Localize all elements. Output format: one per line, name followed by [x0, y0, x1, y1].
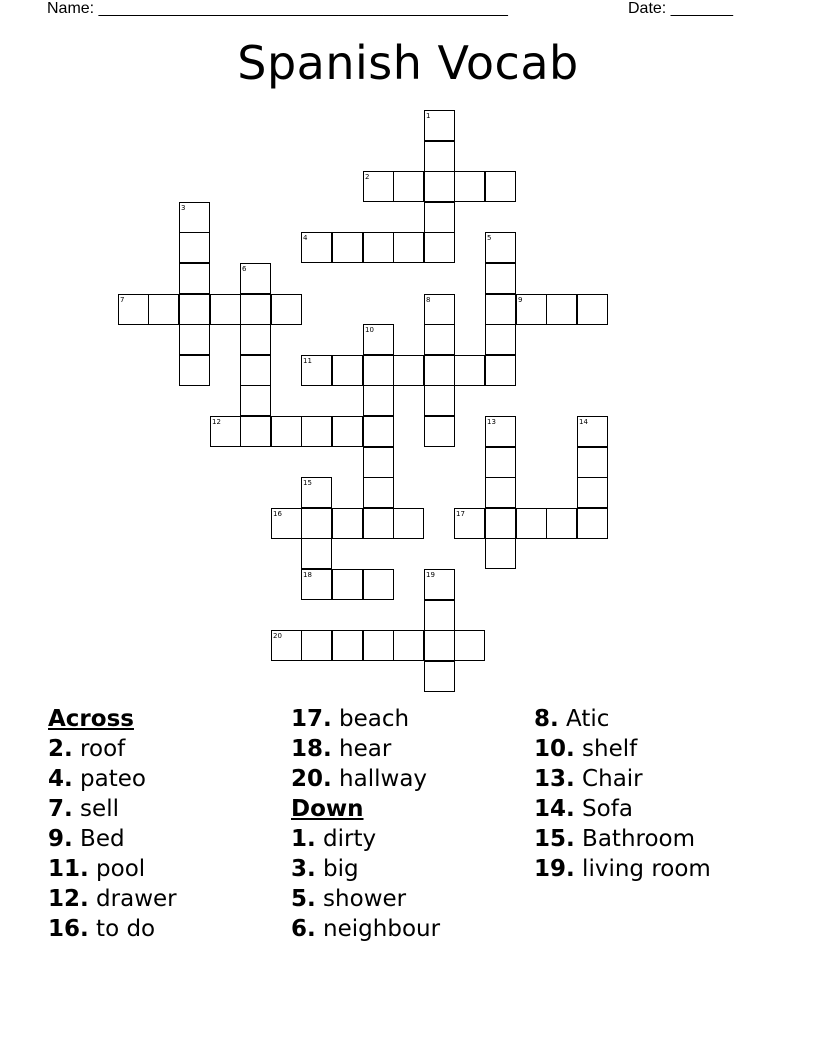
clue-item-text: big	[315, 856, 359, 882]
clue-number: 2	[365, 173, 370, 181]
grid-cell[interactable]	[363, 569, 394, 600]
grid-cell[interactable]	[424, 385, 455, 416]
grid-cell[interactable]	[485, 294, 516, 325]
grid-cell[interactable]	[485, 324, 516, 355]
grid-cell[interactable]	[179, 294, 210, 325]
clue-number: 13	[487, 418, 496, 426]
clue-item	[291, 704, 531, 734]
grid-cell[interactable]	[210, 416, 241, 447]
clue-item	[48, 914, 288, 944]
clue-number: 18	[303, 571, 312, 579]
grid-cell[interactable]	[301, 630, 332, 661]
grid-cell[interactable]	[424, 569, 455, 600]
clue-number: 10	[365, 326, 374, 334]
grid-cell[interactable]	[546, 294, 577, 325]
date-line: Date: _______	[628, 0, 733, 17]
grid-cell[interactable]	[516, 294, 547, 325]
clue-item	[291, 914, 531, 944]
clue-number: 3	[181, 204, 186, 212]
grid-cell[interactable]	[179, 324, 210, 355]
grid-cell[interactable]	[363, 171, 394, 202]
clue-number: 12	[212, 418, 221, 426]
clue-item-text: Sofa	[574, 796, 633, 822]
grid-cell[interactable]	[363, 385, 394, 416]
clue-item	[48, 854, 288, 884]
clue-item	[48, 764, 288, 794]
grid-cell[interactable]	[577, 508, 608, 539]
grid-cell[interactable]	[424, 600, 455, 631]
clue-number: 20	[273, 632, 282, 640]
grid-cell[interactable]	[363, 477, 394, 508]
clue-item-text: shower	[315, 886, 407, 912]
grid-cell[interactable]	[148, 294, 179, 325]
clues-heading: Across	[48, 706, 134, 732]
grid-cell[interactable]	[454, 630, 485, 661]
clue-number: 8	[426, 296, 431, 304]
grid-cell[interactable]	[424, 355, 455, 386]
clue-item-number: 12.	[48, 886, 89, 912]
grid-cell[interactable]	[577, 447, 608, 478]
clue-item-number: 1.	[291, 826, 316, 852]
clue-item-text: Bed	[72, 826, 125, 852]
grid-cell[interactable]	[301, 477, 332, 508]
clue-item-number: 16.	[48, 916, 89, 942]
puzzle-title: Spanish Vocab	[237, 36, 579, 90]
grid-cell[interactable]	[424, 630, 455, 661]
grid-cell[interactable]	[179, 355, 210, 386]
grid-cell[interactable]	[424, 171, 455, 202]
clue-item	[48, 884, 288, 914]
grid-cell[interactable]	[424, 661, 455, 692]
grid-cell[interactable]	[240, 324, 271, 355]
clue-item	[534, 794, 774, 824]
grid-cell[interactable]	[424, 141, 455, 172]
clue-item-number: 5.	[291, 886, 316, 912]
clue-item	[291, 884, 531, 914]
clue-item	[48, 824, 288, 854]
grid-cell[interactable]	[363, 416, 394, 447]
clue-item-text: hallway	[331, 766, 428, 792]
clue-item	[291, 734, 531, 764]
clue-item	[291, 824, 531, 854]
clue-item-number: 4.	[48, 766, 73, 792]
grid-cell[interactable]	[485, 416, 516, 447]
clue-number: 5	[487, 234, 492, 242]
grid-cell[interactable]	[485, 447, 516, 478]
grid-cell[interactable]	[332, 416, 363, 447]
grid-cell[interactable]	[393, 171, 424, 202]
clue-item-text: roof	[72, 736, 126, 762]
name-line: Name: ______________________________________________	[47, 0, 508, 17]
clue-number: 16	[273, 510, 282, 518]
clue-item-number: 20.	[291, 766, 332, 792]
grid-cell[interactable]	[240, 294, 271, 325]
clue-item-number: 15.	[534, 826, 575, 852]
clue-item-number: 19.	[534, 856, 575, 882]
clue-item	[534, 854, 774, 884]
grid-cell[interactable]	[454, 508, 485, 539]
clue-item	[48, 794, 288, 824]
clue-item-number: 2.	[48, 736, 73, 762]
clue-item-number: 7.	[48, 796, 73, 822]
grid-cell[interactable]	[424, 324, 455, 355]
clue-item-number: 10.	[534, 736, 575, 762]
clue-number: 11	[303, 357, 312, 365]
clue-item	[534, 734, 774, 764]
clue-item-text: drawer	[88, 886, 177, 912]
clue-number: 9	[518, 296, 523, 304]
grid-cell[interactable]	[363, 355, 394, 386]
grid-cell[interactable]	[393, 232, 424, 263]
grid-cell[interactable]	[240, 385, 271, 416]
grid-cell[interactable]	[301, 355, 332, 386]
clues-column-3	[534, 704, 774, 884]
grid-cell[interactable]	[424, 232, 455, 263]
clues-heading: Down	[291, 796, 364, 822]
grid-cell[interactable]	[485, 508, 516, 539]
grid-cell[interactable]	[301, 538, 332, 569]
grid-cell[interactable]	[424, 110, 455, 141]
clues-column-1	[48, 704, 288, 944]
grid-cell[interactable]	[271, 416, 302, 447]
grid-cell[interactable]	[485, 171, 516, 202]
clue-item-number: 18.	[291, 736, 332, 762]
clue-item-text: neighbour	[315, 916, 441, 942]
clue-item-text: living room	[574, 856, 711, 882]
grid-cell[interactable]	[485, 538, 516, 569]
clue-number: 14	[579, 418, 588, 426]
clue-item-number: 9.	[48, 826, 73, 852]
clue-item-text: hear	[331, 736, 392, 762]
clue-number: 17	[456, 510, 465, 518]
grid-cell[interactable]	[424, 294, 455, 325]
grid-cell[interactable]	[577, 416, 608, 447]
clue-item-number: 17.	[291, 706, 332, 732]
grid-cell[interactable]	[240, 355, 271, 386]
clue-item-text: Chair	[574, 766, 643, 792]
grid-cell[interactable]	[485, 232, 516, 263]
grid-cell[interactable]	[363, 232, 394, 263]
grid-cell[interactable]	[332, 508, 363, 539]
clue-item-number: 13.	[534, 766, 575, 792]
grid-cell[interactable]	[363, 324, 394, 355]
grid-cell[interactable]	[301, 569, 332, 600]
clue-item-number: 8.	[534, 706, 559, 732]
grid-cell[interactable]	[577, 477, 608, 508]
clue-item-text: beach	[331, 706, 410, 732]
grid-cell[interactable]	[332, 232, 363, 263]
grid-cell[interactable]	[363, 447, 394, 478]
grid-cell[interactable]	[332, 569, 363, 600]
grid-cell[interactable]	[179, 263, 210, 294]
grid-cell[interactable]	[454, 355, 485, 386]
clue-item-text: pateo	[72, 766, 146, 792]
clue-item	[534, 704, 774, 734]
clue-item-text: Bathroom	[574, 826, 696, 852]
clue-number: 4	[303, 234, 308, 242]
clue-item	[291, 764, 531, 794]
clue-item-text: sell	[72, 796, 119, 822]
clue-number: 6	[242, 265, 247, 273]
clue-number: 19	[426, 571, 435, 579]
clue-item	[534, 764, 774, 794]
grid-cell[interactable]	[516, 508, 547, 539]
clue-number: 7	[120, 296, 125, 304]
grid-cell[interactable]	[210, 294, 241, 325]
grid-cell[interactable]	[393, 355, 424, 386]
grid-cell[interactable]	[118, 294, 149, 325]
grid-cell[interactable]	[546, 508, 577, 539]
grid-cell[interactable]	[271, 508, 302, 539]
grid-cell[interactable]	[393, 508, 424, 539]
grid-cell[interactable]	[363, 630, 394, 661]
grid-cell[interactable]	[332, 630, 363, 661]
grid-cell[interactable]	[179, 232, 210, 263]
clue-item-number: 11.	[48, 856, 89, 882]
grid-cell[interactable]	[301, 232, 332, 263]
clue-item	[48, 734, 288, 764]
clue-number: 1	[426, 112, 431, 120]
grid-cell[interactable]	[363, 508, 394, 539]
grid-cell[interactable]	[240, 416, 271, 447]
grid-cell[interactable]	[301, 416, 332, 447]
grid-cell[interactable]	[393, 630, 424, 661]
clue-item	[291, 854, 531, 884]
clue-item-number: 14.	[534, 796, 575, 822]
grid-cell[interactable]	[424, 202, 455, 233]
clue-item-text: dirty	[315, 826, 377, 852]
grid-cell[interactable]	[485, 477, 516, 508]
grid-cell[interactable]	[271, 294, 302, 325]
clue-item-text: to do	[88, 916, 156, 942]
grid-cell[interactable]	[454, 171, 485, 202]
grid-cell[interactable]	[301, 508, 332, 539]
grid-cell[interactable]	[485, 355, 516, 386]
grid-cell[interactable]	[240, 263, 271, 294]
grid-cell[interactable]	[332, 355, 363, 386]
clue-item-number: 6.	[291, 916, 316, 942]
clue-item-text: Atic	[558, 706, 610, 732]
grid-cell[interactable]	[424, 416, 455, 447]
clues-column-2	[291, 704, 531, 944]
clue-item-number: 3.	[291, 856, 316, 882]
clue-item-text: shelf	[574, 736, 638, 762]
grid-cell[interactable]	[271, 630, 302, 661]
grid-cell[interactable]	[179, 202, 210, 233]
clue-item-text: pool	[88, 856, 146, 882]
grid-cell[interactable]	[577, 294, 608, 325]
clue-item	[534, 824, 774, 854]
grid-cell[interactable]	[485, 263, 516, 294]
clue-number: 15	[303, 479, 312, 487]
